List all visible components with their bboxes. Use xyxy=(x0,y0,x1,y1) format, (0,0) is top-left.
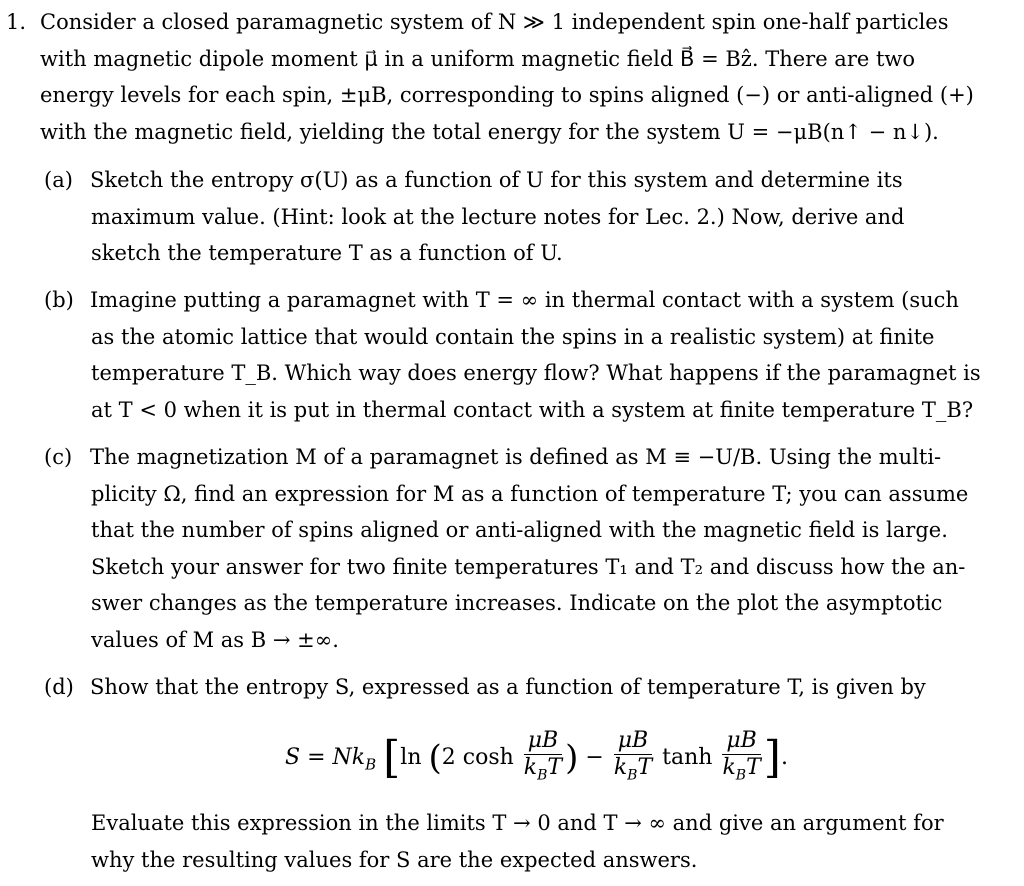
part-b-line-4: at T < 0 when it is put in thermal contact with a system at finite temperature T_B? xyxy=(91,397,974,422)
part-b-line-2: as the atomic lattice that would contain the spins in a realistic system) at finite xyxy=(91,324,935,349)
part-c-line-5: swer changes as the temperature increases. Indicate on the plot the asymptotic xyxy=(91,591,943,615)
fraction-3-den: $k_BT$ xyxy=(722,754,761,784)
part-a-line-3: sketch the temperature T as a function of U. xyxy=(91,241,563,265)
entropy-equation xyxy=(285,718,788,798)
question-intro xyxy=(6,4,986,150)
fraction-1-den: $k_BT$ xyxy=(523,754,563,784)
fraction-2-num: μB xyxy=(614,728,652,755)
question-line-3: energy levels for each spin, ±μB, corresponding to spins aligned (−) or anti-aligned (+) xyxy=(40,83,974,107)
part-a-line-2: maximum value. (Hint: look at the lecture notes for Lec. 2.) Now, derive and xyxy=(91,204,905,229)
paren-open: ( xyxy=(428,738,442,778)
paren-close: ) xyxy=(565,738,579,778)
fraction-1 xyxy=(524,728,562,788)
part-b-line-3: temperature T_B. Which way does energy flow? What happens if the paramagnet is xyxy=(91,361,981,385)
equation-tanh: tanh xyxy=(662,745,713,770)
question-number: 1. xyxy=(6,10,27,34)
part-c-label: (c) xyxy=(44,445,73,469)
part-a-line-1: (a) Sketch the entropy σ(U) as a function of U for this system and determine its xyxy=(44,162,986,199)
bracket-open: [ xyxy=(383,732,401,783)
evaluate-line-1: Evaluate this expression in the limits T → 0 and T → ∞ and give an argument for xyxy=(91,811,944,835)
question-line-2: with magnetic dipole moment μ⃗ in a uniform magnetic field B⃗ = Bẑ. There are two xyxy=(40,46,916,71)
part-d xyxy=(44,669,986,706)
equation-minus: − xyxy=(585,745,604,770)
evaluate-line-2: why the resulting values for S are the expected answers. xyxy=(91,847,698,872)
part-c-line-1: (c) The magnetization M of a paramagnet is defined as M ≡ −U/B. Using the multi- xyxy=(44,439,986,476)
equation-lhs-sub: B xyxy=(365,755,377,774)
part-c-line-2: plicity Ω, find an expression for M as a function of temperature T; you can assume xyxy=(91,481,969,506)
part-c-line-6: values of M as B → ±∞. xyxy=(91,627,339,652)
part-c xyxy=(44,439,986,658)
equation-period: . xyxy=(780,745,788,770)
fraction-2-den: $k_BT$ xyxy=(613,754,653,784)
evaluate-paragraph xyxy=(91,805,986,878)
equation-cosh: 2 cosh xyxy=(441,745,514,770)
part-c-line-4: Sketch your answer for two finite temperatures T₁ and T₂ and discuss how the an- xyxy=(91,554,966,579)
question-line-1: 1. Consider a closed paramagnetic system of N ≫ 1 independent spin one-half particles xyxy=(6,4,986,41)
bracket-close: ] xyxy=(763,732,781,783)
part-d-line-1: (d) Show that the entropy S, expressed as a function of temperature T, is given by xyxy=(44,669,986,706)
part-b-label: (b) xyxy=(44,288,74,312)
fraction-3 xyxy=(722,728,760,788)
part-a xyxy=(44,162,986,272)
part-d-label: (d) xyxy=(44,675,74,699)
equation-lhs: S = Nk xyxy=(285,745,366,770)
fraction-2 xyxy=(614,728,652,788)
part-b-line-1: (b) Imagine putting a paramagnet with T = ∞ in thermal contact with a system (such xyxy=(44,282,986,319)
fraction-1-num: μB xyxy=(524,728,562,755)
part-a-label: (a) xyxy=(44,168,73,192)
part-b xyxy=(44,282,986,428)
question-line-4: with the magnetic field, yielding the total energy for the system U = −μB(n↑ − n↓). xyxy=(40,119,939,144)
fraction-3-num: μB xyxy=(722,728,760,755)
equation-ln: ln xyxy=(400,745,422,770)
part-c-line-3: that the number of spins aligned or anti-aligned with the magnetic field is large. xyxy=(91,518,948,542)
